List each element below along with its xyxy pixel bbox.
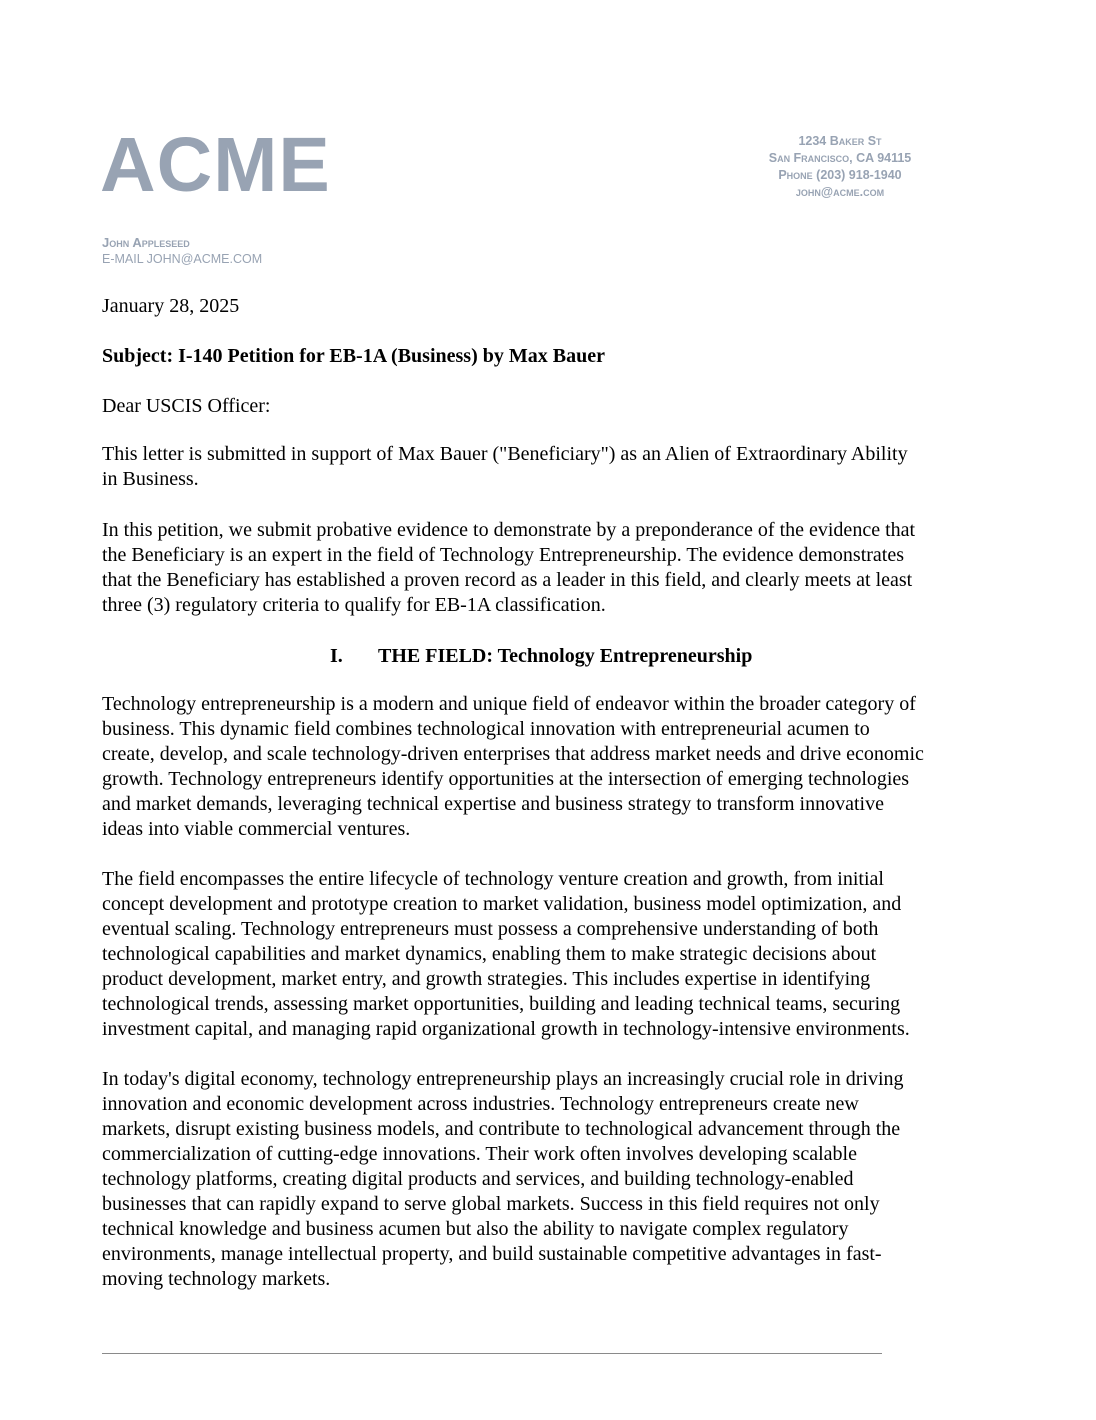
text-line: technological trends, assessing market opportunities, building and leading technical teams, securing	[102, 993, 901, 1015]
text-line: that the Beneficiary has established a proven record as a leader in this field, and clearly meets at least	[102, 569, 913, 591]
paragraph-intro-2	[102, 518, 1002, 618]
text-line: In today's digital economy, technology entrepreneurship plays an increasingly crucial role in driving	[102, 1068, 904, 1090]
text-line: technology platforms, creating digital products and services, and building technology-enabled	[102, 1168, 854, 1190]
sender-email: E-MAIL JOHN@ACME.COM	[102, 252, 263, 266]
sender-name: John Appleseed	[102, 235, 190, 250]
letter-subject: Subject: I-140 Petition for EB-1A (Business) by Max Bauer	[102, 345, 605, 367]
letter-salutation: Dear USCIS Officer:	[102, 395, 271, 417]
sender-block	[102, 235, 262, 267]
section-number: I.	[330, 645, 343, 667]
paragraph-intro-1	[102, 442, 1002, 492]
text-line: investment capital, and managing rapid organizational growth in technology-intensive environments.	[102, 1018, 910, 1040]
text-line: The field encompasses the entire lifecycle of technology venture creation and growth, from initial	[102, 868, 884, 890]
company-logo: ACME	[100, 122, 331, 208]
text-line: innovation and economic development across industries. Technology entrepreneurs create new	[102, 1093, 859, 1115]
text-line: and market demands, leveraging technical expertise and business strategy to transform innovative	[102, 793, 884, 815]
text-line: eventual scaling. Technology entrepreneurs must possess a comprehensive understanding of both	[102, 918, 879, 940]
letter-date: January 28, 2025	[102, 295, 240, 317]
text-line: concept development and prototype creation to market validation, business model optimization, and	[102, 893, 902, 915]
company-address	[740, 133, 940, 201]
text-line: technological capabilities and market dynamics, enabling them to make strategic decisions about	[102, 943, 877, 965]
paragraph-field-1	[102, 692, 1002, 842]
text-line: In this petition, we submit probative evidence to demonstrate by a preponderance of the evidence that	[102, 519, 916, 541]
paragraph-field-2	[102, 867, 1002, 1042]
address-email: john@acme.com	[795, 185, 885, 199]
text-line: create, develop, and scale technology-driven enterprises that address market needs and drive economic	[102, 743, 924, 765]
paragraph-field-3	[102, 1067, 1002, 1292]
section-title: THE FIELD: Technology Entrepreneurship	[378, 645, 753, 667]
footer-divider	[102, 1353, 882, 1354]
text-line: business. This dynamic field combines technological innovation with entrepreneurial acumen to	[102, 718, 870, 740]
text-line: moving technology markets.	[102, 1268, 331, 1290]
text-line: environments, manage intellectual property, and build sustainable competitive advantages in fast-	[102, 1243, 882, 1265]
text-line: businesses that can rapidly expand to serve global markets. Success in this field requires not only	[102, 1193, 880, 1215]
text-line: in Business.	[102, 468, 199, 490]
address-city: San Francisco, CA 94115	[768, 151, 912, 165]
text-line: This letter is submitted in support of Max Bauer ("Beneficiary") as an Alien of Extraordinary Ability	[102, 443, 908, 465]
text-line: markets, disrupt existing business models, and contribute to technological advancement through the	[102, 1118, 901, 1140]
text-line: the Beneficiary is an expert in the field of Technology Entrepreneurship. The evidence demonstrates	[102, 544, 905, 566]
text-line: three (3) regulatory criteria to qualify for EB-1A classification.	[102, 594, 606, 616]
address-phone: Phone (203) 918-1940	[778, 168, 902, 182]
address-street: 1234 Baker St	[798, 134, 882, 148]
text-line: commercialization of cutting-edge innovations. Their work often involves developing scalable	[102, 1143, 857, 1165]
text-line: Technology entrepreneurship is a modern and unique field of endeavor within the broader category of	[102, 693, 916, 715]
text-line: ideas into viable commercial ventures.	[102, 818, 411, 840]
text-line: product development, market entry, and growth strategies. This includes expertise in identifying	[102, 968, 871, 990]
section-heading	[330, 644, 752, 669]
text-line: technical knowledge and business acumen but also the ability to navigate complex regulatory	[102, 1218, 849, 1240]
text-line: growth. Technology entrepreneurs identify opportunities at the intersection of emerging technologies	[102, 768, 910, 790]
